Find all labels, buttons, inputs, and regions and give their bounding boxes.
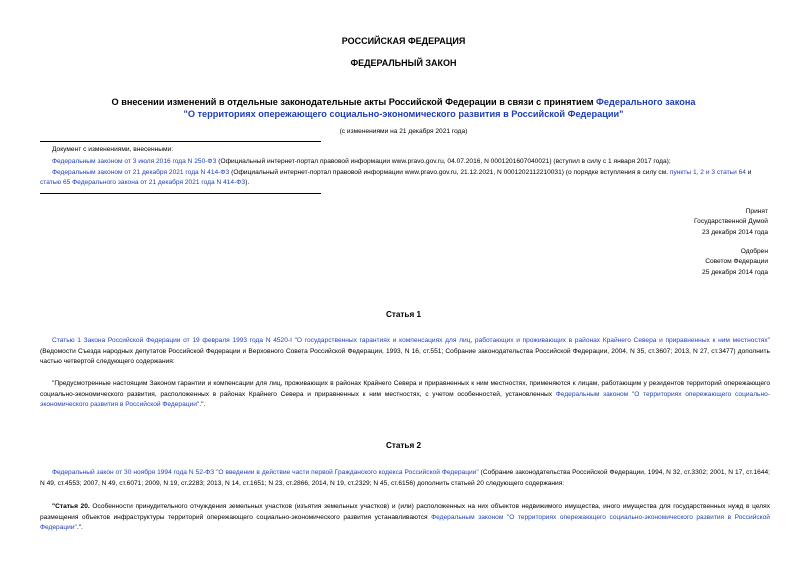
adopted-block bbox=[694, 207, 768, 238]
article-1-paragraph-2 bbox=[40, 379, 770, 411]
document-title bbox=[108, 96, 699, 120]
article-1-p2-text: "Предусмотренные настоящим Законом гарантии и компенсации для лиц, проживающих в районах Крайнего Севера и приравненных к ним местностях, применяются к лицам, работающим у резидентов территорий опережающего социально-экономического развития, расположенных в районах Крайнего Севера и приравненных к ним местностях, с учетом особенностей, установленных bbox=[40, 380, 770, 398]
article-2-p2-link[interactable]: Федеральным законом "О территориях опережающего социально-экономического развития в Российской Федерации" bbox=[40, 513, 770, 532]
article-2-paragraph-1 bbox=[40, 468, 770, 489]
title-text: О внесении изменений в отдельные законодательные акты Российской Федерации в связи с принятием bbox=[111, 97, 597, 107]
article-1-heading: Статья 1 bbox=[385, 310, 422, 319]
article-1-law-link[interactable]: Статью 1 Закона Российской Федерации от 19 февраля 1993 года N 4520-I "О государственных гарантиях и компенсациях для лиц, работающих и проживающих в районах Крайнего Севера и приравненных к ним местностях" bbox=[52, 337, 770, 344]
change-item-2-article65-link[interactable]: статью 65 Федерального закона от 21 декабря 2021 года N 414-ФЗ bbox=[40, 179, 246, 186]
change-item-2 bbox=[40, 168, 770, 188]
changes-top-divider bbox=[40, 141, 321, 142]
article-2-heading: Статья 2 bbox=[385, 441, 422, 450]
article-2-p2-end: .". bbox=[76, 524, 83, 532]
article-2-paragraph-2 bbox=[40, 502, 770, 534]
approved-line-3: 25 декабря 2014 года bbox=[702, 268, 768, 276]
change-item-2-mid: и bbox=[745, 169, 752, 176]
federation-heading: РОССИЙСКАЯ ФЕДЕРАЦИЯ bbox=[341, 36, 466, 46]
adopted-line-2: Государственной Думой bbox=[694, 218, 768, 226]
changes-intro: Документ с изменениями, внесенными: bbox=[52, 146, 174, 153]
approved-line-2: Советом Федерации bbox=[705, 258, 768, 266]
change-item-2-text: (Официальный интернет-портал правовой информации www.pravo.gov.ru, 21.12.2021, N 0001202112210031) (о порядке вступления в силу см. bbox=[229, 169, 670, 176]
changes-bottom-divider bbox=[40, 193, 321, 194]
change-item-2-article64-link[interactable]: и 3 статьи 64 bbox=[705, 169, 746, 176]
article-2-p1-text: (Собрание законодательства Российской Федерации, 1994, N 32, ст.3302; 2001, N 17, ст.1644; N 49, ст.4553; 2007, N 49, ст.6071; 2009, N 19, ст.2283; 2013, N 14, ст.1651; N 23, ст.2866, 2014, N 19, ст.2329; N 45, ст.6156) дополнить статьей 20 следующего содержания: bbox=[40, 469, 770, 487]
article-1-p2-end: .". bbox=[199, 401, 206, 409]
change-item-2-points-link[interactable]: пункты 1, 2 bbox=[669, 169, 704, 176]
article-1-paragraph-1 bbox=[40, 336, 770, 368]
adopted-line-3: 23 декабря 2014 года bbox=[702, 228, 768, 236]
change-item-1 bbox=[52, 157, 772, 167]
article-1-p2-link[interactable]: Федеральным законом "О территориях опережающего социально-экономического развития в Российской Федерации" bbox=[40, 390, 770, 409]
change-item-1-link[interactable]: Федеральным законом от 3 июля 2016 года N 250-ФЗ bbox=[52, 158, 217, 165]
article-2-law-link[interactable]: Федеральный закон от 30 ноября 1994 года N 52-ФЗ "О введении в действие части первой Гражданского кодекса Российской Федерации" bbox=[52, 469, 479, 476]
change-item-2-end: ). bbox=[245, 179, 250, 186]
adopted-line-1: Принят bbox=[745, 208, 768, 215]
change-item-2-link[interactable]: Федеральным законом от 21 декабря 2021 года N 414-ФЗ bbox=[52, 169, 230, 176]
revision-note: (с изменениями на 21 декабря 2021 года) bbox=[339, 128, 468, 135]
article-2-p2-text: Особенности принудительного отчуждения земельных участков (изъятия земельных участков) и (или) расположенных на них объектов недвижимого имущества, иного имущества для государственных нужд в целях размещения объектов инфраструктуры территорий опережающего социально-экономического развития устанавливаются bbox=[40, 503, 770, 521]
title-law-link[interactable]: Федерального закона "О территориях опережающего социально-экономического развития в Российской Федерации" bbox=[183, 97, 696, 119]
article-2-p2-bold: "Статья 20. bbox=[52, 503, 90, 510]
approved-line-1: Одобрен bbox=[740, 248, 768, 255]
article-1-p1-text: (Ведомости Съезда народных депутатов Российской Федерации и Верховного Совета Российской Федерации, 1993, N 16, ст.551; Собрание законодательства Российской Федерации, 2004, N 35, ст.3607; 2013, N 27, ст.3477) дополнить частью четвертой следующего содержания: bbox=[40, 347, 770, 366]
approved-block bbox=[702, 247, 768, 278]
change-item-1-text: (Официальный интернет-портал правовой информации www.pravo.gov.ru, 04.07.2016, N 0001201607040021) (вступил в силу с 1 января 2017 года); bbox=[216, 158, 671, 165]
law-type-heading: ФЕДЕРАЛЬНЫЙ ЗАКОН bbox=[350, 58, 457, 68]
